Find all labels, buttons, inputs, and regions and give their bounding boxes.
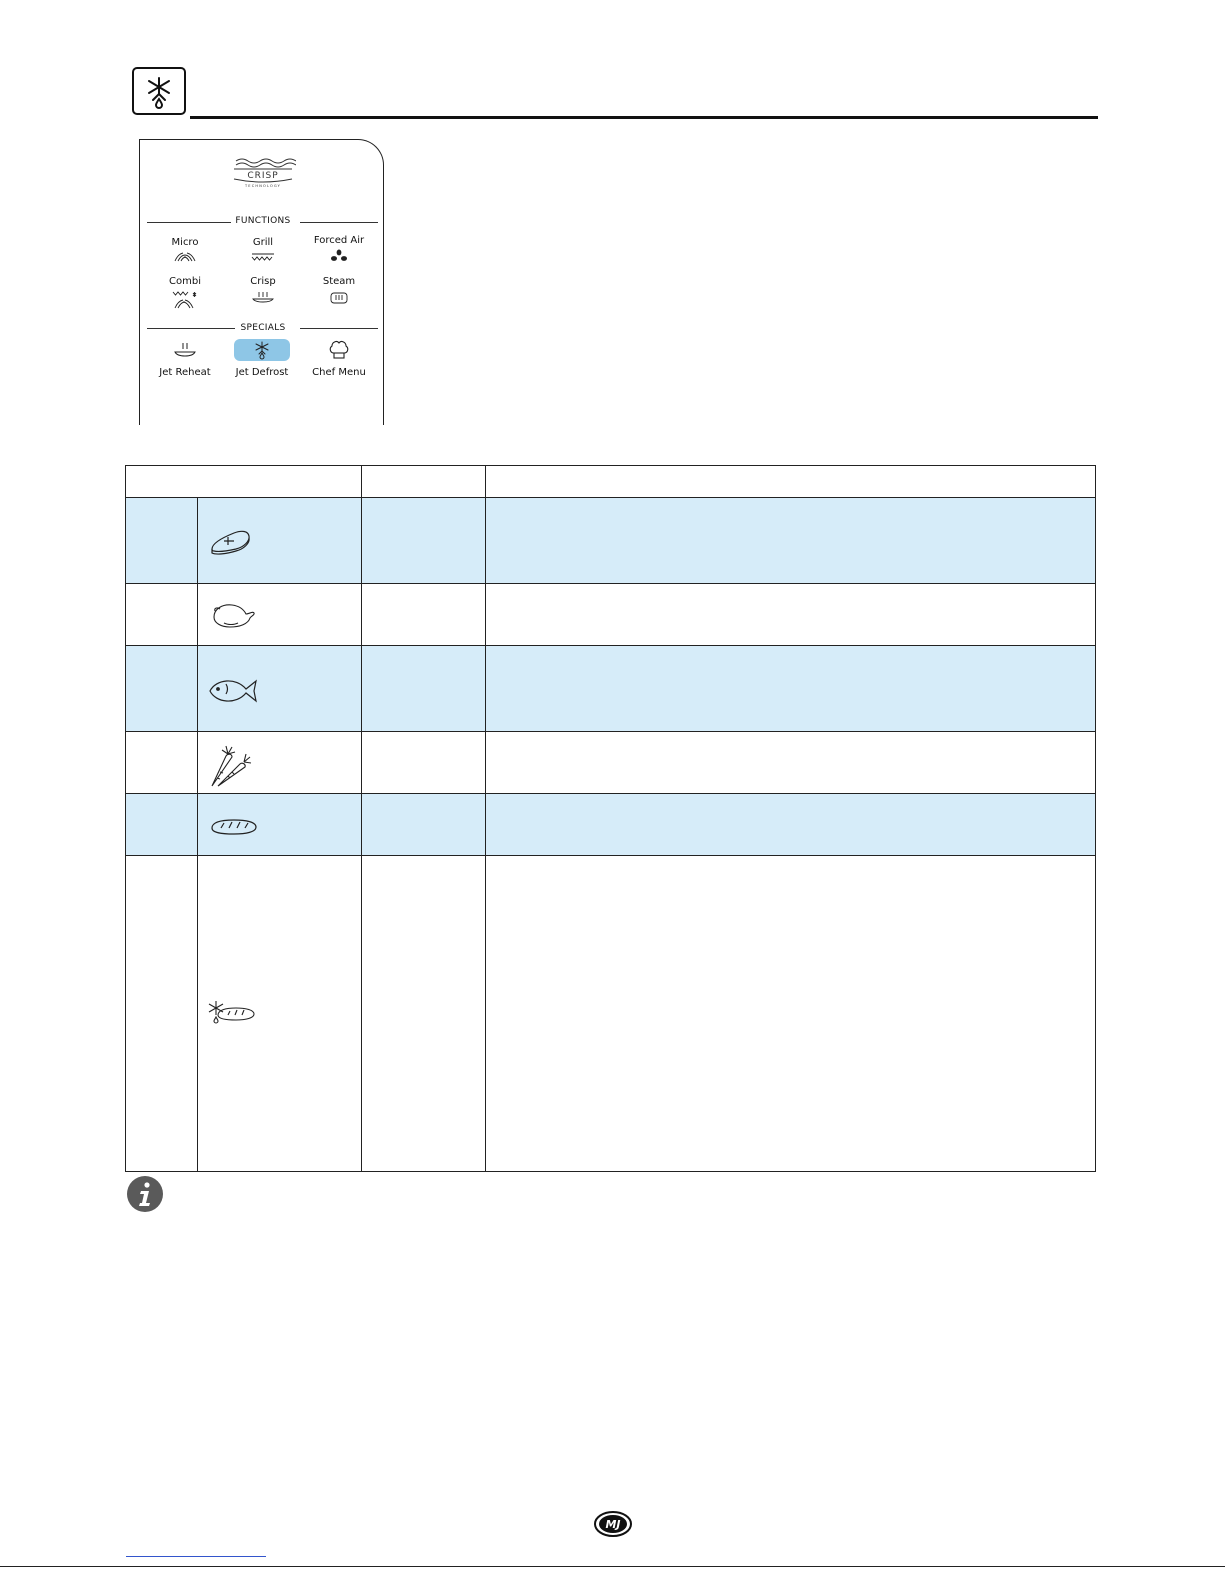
function-label: Forced Air bbox=[313, 235, 365, 246]
icon-cell bbox=[198, 498, 362, 584]
grill-icon bbox=[250, 251, 276, 263]
special-jet-reheat-button[interactable] bbox=[147, 339, 223, 379]
header-cell-category bbox=[126, 466, 362, 498]
table-row bbox=[126, 794, 1096, 856]
chef-hat-icon bbox=[301, 339, 377, 361]
fan-icon bbox=[326, 249, 352, 263]
function-steam-button[interactable] bbox=[301, 276, 377, 304]
functions-divider-right bbox=[300, 222, 378, 223]
special-chef-menu-button[interactable] bbox=[301, 339, 377, 379]
special-label: Chef Menu bbox=[312, 367, 366, 378]
function-crisp-button[interactable] bbox=[225, 276, 301, 304]
function-label: Grill bbox=[252, 237, 274, 248]
row-number-cell bbox=[126, 498, 198, 584]
row-number-cell bbox=[126, 856, 198, 1172]
jet-defrost-header-icon bbox=[132, 67, 186, 115]
function-label: Combi bbox=[169, 276, 201, 287]
brand-logo bbox=[593, 1510, 633, 1538]
footer-link-underline[interactable] bbox=[126, 1556, 266, 1557]
hint-cell bbox=[486, 794, 1096, 856]
combi-icon bbox=[171, 290, 199, 310]
weight-cell bbox=[362, 584, 486, 646]
poultry-icon bbox=[204, 597, 264, 633]
fish-icon bbox=[204, 669, 264, 709]
function-combi-button[interactable] bbox=[147, 276, 223, 310]
row-number-cell bbox=[126, 732, 198, 794]
table-header-row bbox=[126, 466, 1096, 498]
header-cell-hint bbox=[486, 466, 1096, 498]
function-micro-button[interactable] bbox=[147, 237, 223, 263]
table-row bbox=[126, 856, 1096, 1172]
hint-cell bbox=[486, 646, 1096, 732]
bread-icon bbox=[204, 810, 264, 840]
hint-cell bbox=[486, 498, 1096, 584]
row-number-cell bbox=[126, 794, 198, 856]
microwave-icon bbox=[172, 251, 198, 263]
function-grill-button[interactable] bbox=[225, 237, 301, 263]
weight-cell bbox=[362, 498, 486, 584]
icon-cell bbox=[198, 732, 362, 794]
weight-cell bbox=[362, 794, 486, 856]
hint-cell bbox=[486, 584, 1096, 646]
icon-cell bbox=[198, 856, 362, 1172]
special-jet-defrost-button[interactable] bbox=[224, 339, 300, 379]
jet-defrost-icon bbox=[234, 339, 290, 361]
special-label: Jet Reheat bbox=[159, 367, 211, 378]
icon-cell bbox=[198, 794, 362, 856]
hint-cell bbox=[486, 856, 1096, 1172]
weight-cell bbox=[362, 856, 486, 1172]
weight-cell bbox=[362, 732, 486, 794]
control-panel bbox=[139, 139, 384, 425]
table-row bbox=[126, 498, 1096, 584]
svg-text:TECHNOLOGY: TECHNOLOGY bbox=[244, 184, 282, 188]
table-row bbox=[126, 646, 1096, 732]
table-row bbox=[126, 584, 1096, 646]
function-label: Micro bbox=[171, 237, 199, 248]
meat-icon bbox=[204, 521, 264, 561]
functions-heading: FUNCTIONS bbox=[235, 216, 291, 226]
function-label: Crisp bbox=[250, 276, 276, 287]
footer-rule bbox=[0, 1566, 1225, 1567]
row-number-cell bbox=[126, 646, 198, 732]
hint-cell bbox=[486, 732, 1096, 794]
info-icon bbox=[126, 1175, 164, 1213]
function-label: Steam bbox=[322, 276, 356, 287]
crisp-technology-logo bbox=[230, 155, 296, 191]
frozen-bread-icon bbox=[204, 997, 260, 1031]
crisp-icon bbox=[250, 290, 276, 304]
icon-cell bbox=[198, 584, 362, 646]
svg-text:CRISP: CRISP bbox=[247, 171, 279, 181]
weight-cell bbox=[362, 646, 486, 732]
function-forced-air-button[interactable] bbox=[301, 235, 377, 263]
vegetables-icon bbox=[204, 736, 264, 790]
brand-logo-text: MJ bbox=[605, 1518, 621, 1531]
table-row bbox=[126, 732, 1096, 794]
header-cell-weight bbox=[362, 466, 486, 498]
specials-heading: SPECIALS bbox=[240, 323, 286, 333]
special-label: Jet Defrost bbox=[235, 367, 289, 378]
header-rule bbox=[190, 116, 1098, 119]
row-number-cell bbox=[126, 584, 198, 646]
icon-cell bbox=[198, 646, 362, 732]
specials-divider-right bbox=[300, 328, 378, 329]
plate-icon bbox=[147, 339, 223, 361]
steam-icon bbox=[326, 290, 352, 304]
defrost-category-table bbox=[125, 465, 1096, 1172]
